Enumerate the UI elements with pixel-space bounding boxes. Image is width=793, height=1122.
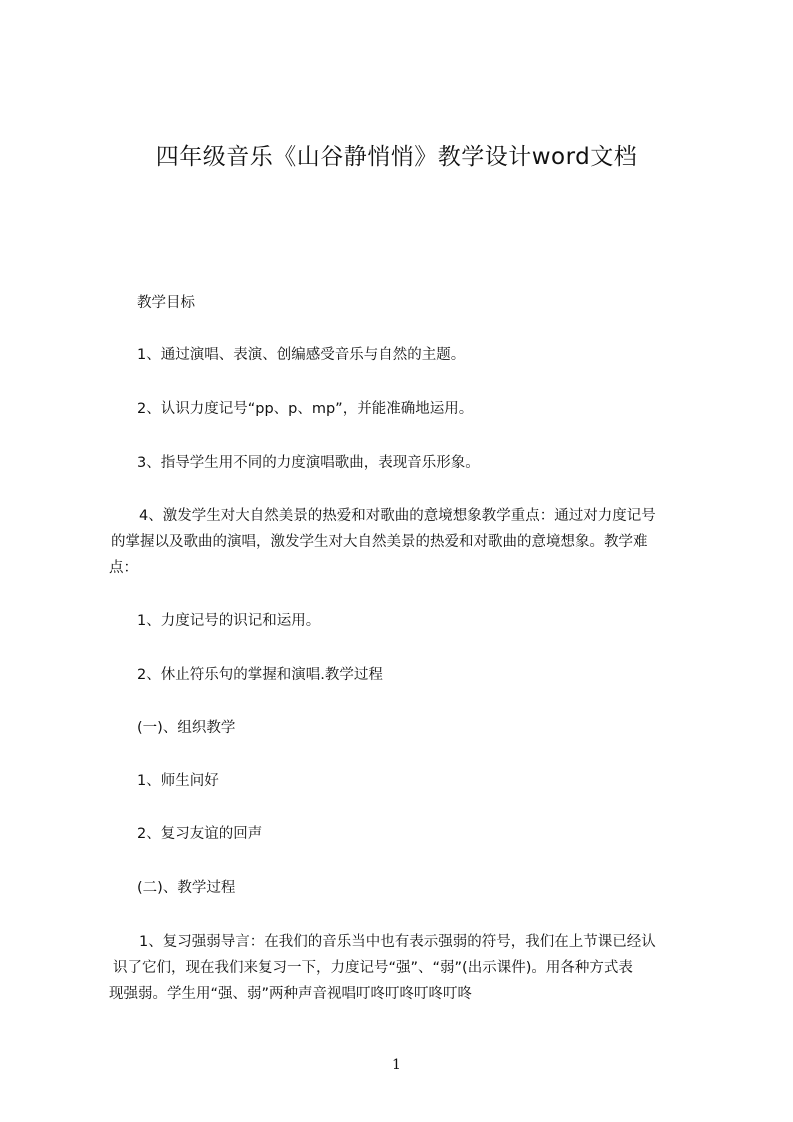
paragraph-review-dynamics-line-2: 识了它们，现在我们来复习一下，力度记号“强”、“弱”(出示课件)。用各种方式表 (113, 960, 633, 976)
paragraph-review-dynamics-line-1: 1、复习强弱导言：在我们的音乐当中也有表示强弱的符号，我们在上节课已经认 (139, 934, 656, 950)
paragraph-objective-4-line-3: 点： (109, 560, 138, 576)
document-title: 四年级音乐《山谷静悄悄》教学设计word文档 (155, 144, 638, 170)
section-heading-process: (二)、教学过程 (137, 880, 236, 896)
paragraph-difficulty-2: 2、休止符乐句的掌握和演唱.教学过程 (137, 667, 383, 683)
paragraph-difficulty-1: 1、力度记号的识记和运用。 (137, 613, 321, 629)
paragraph-greeting: 1、师生问好 (137, 773, 219, 789)
paragraph-objective-2: 2、认识力度记号“pp、p、mp”，并能准确地运用。 (137, 401, 474, 417)
section-heading-objectives: 教学目标 (137, 295, 195, 311)
paragraph-objective-1: 1、通过演唱、表演、创编感受音乐与自然的主题。 (137, 347, 466, 363)
section-heading-organize: (一)、组织教学 (137, 720, 236, 736)
paragraph-objective-4-line-2: 的掌握以及歌曲的演唱，激发学生对大自然美景的热爱和对歌曲的意境想象。教学难 (111, 534, 648, 550)
paragraph-review-song: 2、复习友谊的回声 (137, 826, 263, 842)
paragraph-objective-3: 3、指导学生用不同的力度演唱歌曲，表现音乐形象。 (137, 455, 480, 471)
paragraph-review-dynamics-line-3: 现强弱。学生用“强、弱”两种声音视唱叮咚叮咚叮咚叮咚 (109, 986, 473, 1002)
page-number: 1 (392, 1057, 401, 1073)
paragraph-objective-4-line-1: 4、激发学生对大自然美景的热爱和对歌曲的意境想象教学重点：通过对力度记号 (139, 508, 656, 524)
